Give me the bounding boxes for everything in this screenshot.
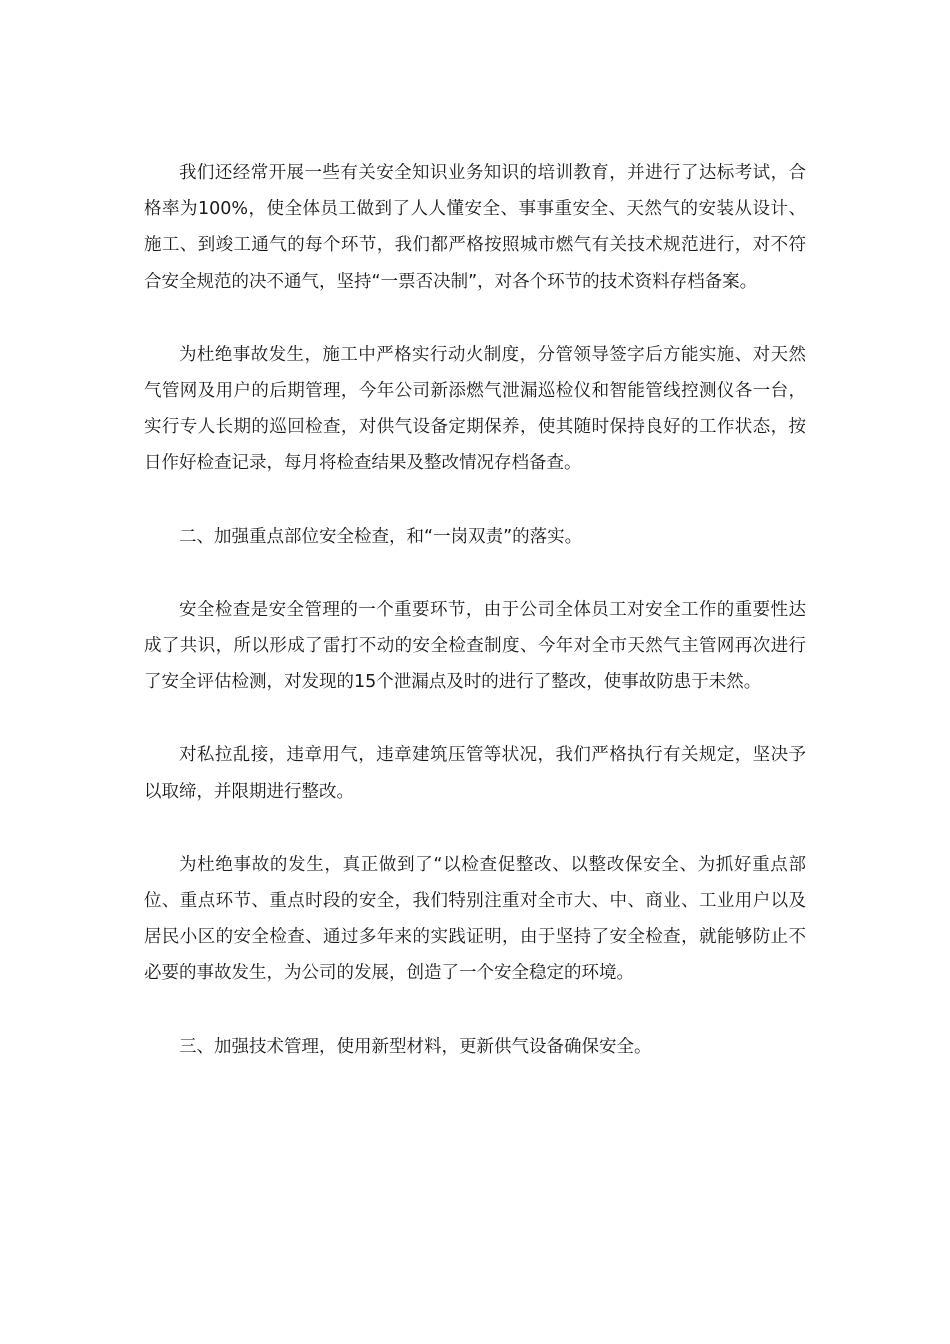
paragraph-illegal-connections: 对私拉乱接，违章用气，违章建筑压管等状况，我们严格执行有关规定，坚决予以取缔，并限期进行整改。 bbox=[144, 745, 806, 802]
paragraph-key-areas: 为杜绝事故的发生，真正做到了“以检查促整改、以整改保安全、为抓好重点部位、重点环节、重点时段的安全，我们特别注重对全市大、中、商业、工业用户以及居民小区的安全检查、通过多年来的实践证明，由于坚持了安全检查，就能够防止不必要的事故发生，为公司的发展，创造了一个安全稳定的环境。 bbox=[144, 854, 806, 984]
document-body bbox=[144, 155, 806, 1102]
paragraph-accident-prevention: 为杜绝事故发生，施工中严格实行动火制度，分管领导签字后方能实施、对天然气管网及用户的后期管理，今年公司新添燃气泄漏巡检仪和智能管线控测仪各一台，实行专人长期的巡回检查，对供气设备定期保养，使其随时保持良好的工作状态，按日作好检查记录，每月将检查结果及整改情况存档备查。 bbox=[144, 344, 806, 474]
paragraph-training: 我们还经常开展一些有关安全知识业务知识的培训教育，并进行了达标考试，合格率为100%，使全体员工做到了人人懂安全、事事重安全、天然气的安装从设计、施工、到竣工通气的每个环节，我们都严格按照城市燃气有关技术规范进行，对不符合安全规范的决不通气，坚持“一票否决制”，对各个环节的技术资料存档备案。 bbox=[144, 163, 806, 292]
section-heading-three: 三、加强技术管理，使用新型材料，更新供气设备确保安全。 bbox=[179, 1036, 652, 1057]
section-heading-two: 二、加强重点部位安全检查，和“一岗双责”的落实。 bbox=[179, 526, 583, 547]
paragraph-safety-inspection: 安全检查是安全管理的一个重要环节，由于公司全体员工对安全工作的重要性达成了共识，所以形成了雷打不动的安全检查制度、今年对全市天然气主管网再次进行了安全评估检测，对发现的15个泄漏点及时的进行了整改，使事故防患于未然。 bbox=[144, 599, 806, 693]
